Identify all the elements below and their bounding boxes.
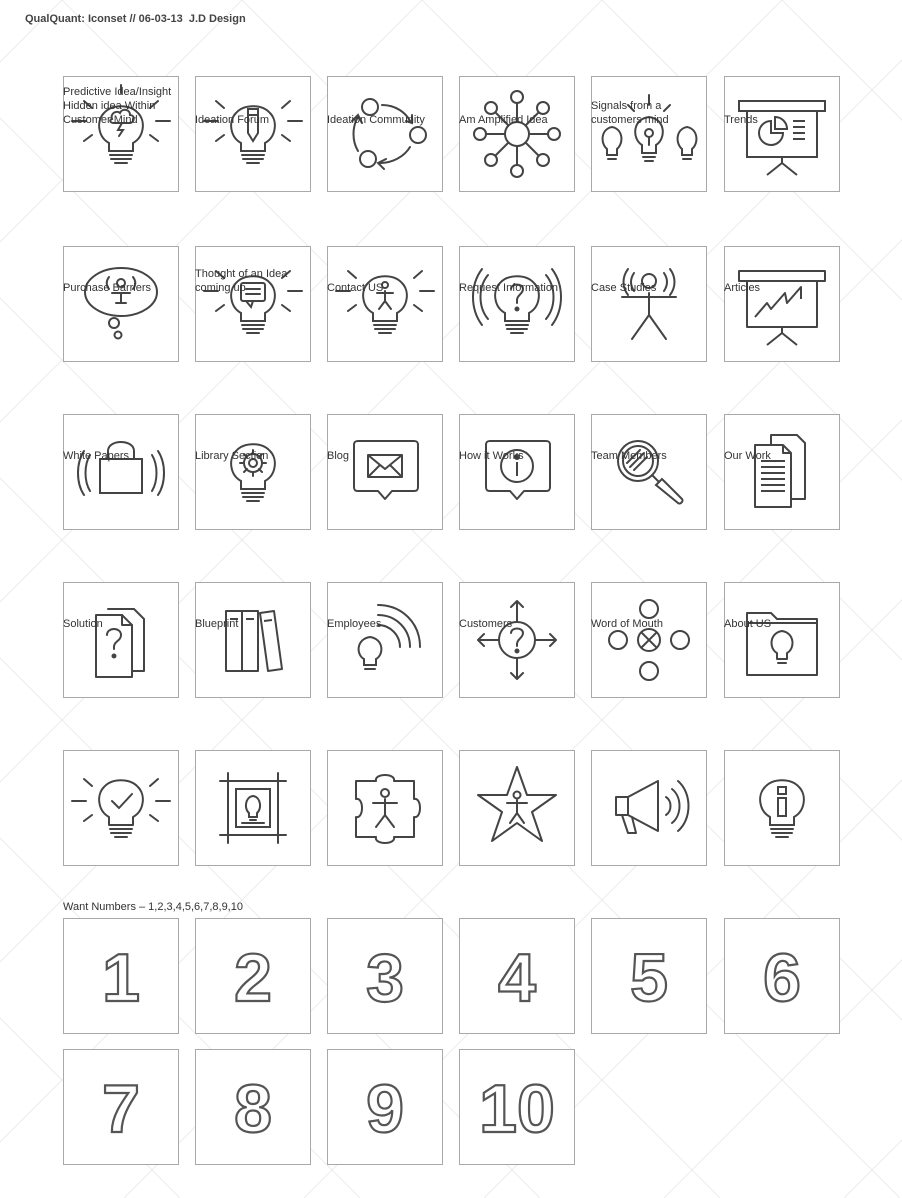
icon-label: Solution xyxy=(63,618,103,630)
bag-waves-icon xyxy=(64,415,178,529)
icon-frame xyxy=(195,582,311,698)
icon-frame xyxy=(327,918,443,1034)
magnifier-icon xyxy=(592,415,706,529)
icon-frame xyxy=(724,750,840,866)
icon-frame xyxy=(591,76,707,192)
icon-frame xyxy=(195,246,311,362)
icon-frame xyxy=(591,414,707,530)
icon-label: Ideation Forum xyxy=(195,114,269,126)
cycle-arrows-icon xyxy=(328,77,442,191)
icon-frame xyxy=(327,750,443,866)
icon-frame xyxy=(63,582,179,698)
info-bubble-icon xyxy=(460,415,574,529)
icon-frame xyxy=(724,246,840,362)
icon-label: Employees xyxy=(327,618,382,630)
icon-label: Blog xyxy=(327,450,350,462)
icon-frame xyxy=(327,414,443,530)
numbers-section-label: Want Numbers – 1,2,3,4,5,6,7,8,9,10 xyxy=(63,901,243,913)
chat-bulb-icon xyxy=(196,247,310,361)
icon-label: Predictive Idea/Insight Hidden idea Within Customer Mind xyxy=(63,86,172,126)
number-glyph: 10 xyxy=(479,1071,555,1147)
icon-label: Signals from a customers mind xyxy=(591,100,669,126)
thought-bubble-person-icon xyxy=(64,247,178,361)
icon-label: Trends xyxy=(724,114,758,126)
icon-frame xyxy=(327,582,443,698)
icon-frame xyxy=(459,750,575,866)
icon-frame xyxy=(195,750,311,866)
icon-frame xyxy=(459,1049,575,1165)
number-glyph: 3 xyxy=(366,940,404,1016)
mail-bubble-icon xyxy=(328,415,442,529)
number-5-icon xyxy=(592,919,706,1033)
icon-frame xyxy=(63,918,179,1034)
check-bulb-icon xyxy=(64,751,178,865)
question-arrows-icon xyxy=(460,583,574,697)
info-bulb-icon xyxy=(725,751,839,865)
icon-label: Am Amplified Idea xyxy=(459,114,548,126)
icon-label: Word of Mouth xyxy=(591,618,663,630)
icon-frame xyxy=(195,1049,311,1165)
number-9-icon xyxy=(328,1050,442,1164)
icon-label: Purchase Barriers xyxy=(63,282,152,294)
number-1-icon xyxy=(64,919,178,1033)
folder-bulb-icon xyxy=(725,583,839,697)
icon-frame xyxy=(724,582,840,698)
team-circles-icon xyxy=(592,583,706,697)
icon-label: Team Members xyxy=(591,450,667,462)
number-4-icon xyxy=(460,919,574,1033)
page-header: QualQuant: Iconset // 06-03-13 J.D Design xyxy=(25,13,246,25)
puzzle-person-icon xyxy=(328,751,442,865)
icon-label: How it Works xyxy=(459,450,524,462)
number-8-icon xyxy=(196,1050,310,1164)
three-bulbs-icon xyxy=(592,77,706,191)
icon-frame xyxy=(63,414,179,530)
icon-frame xyxy=(195,76,311,192)
number-glyph: 2 xyxy=(234,940,272,1016)
icon-frame xyxy=(327,246,443,362)
icon-frame xyxy=(195,414,311,530)
number-10-icon xyxy=(460,1050,574,1164)
icon-label: Customers xyxy=(459,618,513,630)
number-3-icon xyxy=(328,919,442,1033)
presentation-trend-icon xyxy=(725,247,839,361)
icon-label: About US xyxy=(724,618,772,630)
icon-frame xyxy=(459,918,575,1034)
icon-frame xyxy=(195,918,311,1034)
icon-frame xyxy=(63,1049,179,1165)
icon-frame xyxy=(63,246,179,362)
person-signal-icon xyxy=(592,247,706,361)
question-document-icon xyxy=(64,583,178,697)
number-glyph: 5 xyxy=(630,940,668,1016)
number-6-icon xyxy=(725,919,839,1033)
icon-label: Blueprint xyxy=(195,618,239,630)
icon-frame xyxy=(63,750,179,866)
icon-frame xyxy=(327,1049,443,1165)
gear-bulb-icon xyxy=(196,415,310,529)
icon-frame xyxy=(459,582,575,698)
icon-label: Our Work xyxy=(724,450,771,462)
icon-frame xyxy=(591,750,707,866)
icon-frame xyxy=(459,76,575,192)
question-bulb-waves-icon xyxy=(460,247,574,361)
icon-frame xyxy=(591,246,707,362)
icon-label: Articles xyxy=(724,282,761,294)
icon-frame xyxy=(591,918,707,1034)
number-2-icon xyxy=(196,919,310,1033)
icon-label: Contact US xyxy=(327,282,384,294)
icon-frame xyxy=(724,76,840,192)
number-glyph: 8 xyxy=(234,1071,272,1147)
icon-frame xyxy=(591,582,707,698)
binders-icon xyxy=(196,583,310,697)
presentation-pie-icon xyxy=(725,77,839,191)
bulb-signal-icon xyxy=(328,583,442,697)
icon-frame xyxy=(724,414,840,530)
number-glyph: 9 xyxy=(366,1071,404,1147)
pencil-bulb-icon xyxy=(196,77,310,191)
icon-label: Ideation Community xyxy=(327,114,425,126)
icon-frame xyxy=(327,76,443,192)
star-person-icon xyxy=(460,751,574,865)
icon-frame xyxy=(459,246,575,362)
network-nodes-icon xyxy=(460,77,574,191)
icon-frame xyxy=(459,414,575,530)
number-glyph: 4 xyxy=(498,940,536,1016)
person-bulb-icon xyxy=(328,247,442,361)
blueprint-icon xyxy=(196,751,310,865)
documents-icon xyxy=(725,415,839,529)
number-glyph: 6 xyxy=(763,940,801,1016)
icon-label: Library Section xyxy=(195,450,269,462)
icon-label: White Papers xyxy=(63,450,130,462)
number-glyph: 7 xyxy=(102,1071,140,1147)
icon-label: Case Studies xyxy=(591,282,657,294)
number-glyph: 1 xyxy=(102,940,140,1016)
megaphone-icon xyxy=(592,751,706,865)
icon-label: Thought of an Idea coming up xyxy=(195,268,288,294)
icon-label: Request Information xyxy=(459,282,559,294)
number-7-icon xyxy=(64,1050,178,1164)
icon-frame xyxy=(724,918,840,1034)
